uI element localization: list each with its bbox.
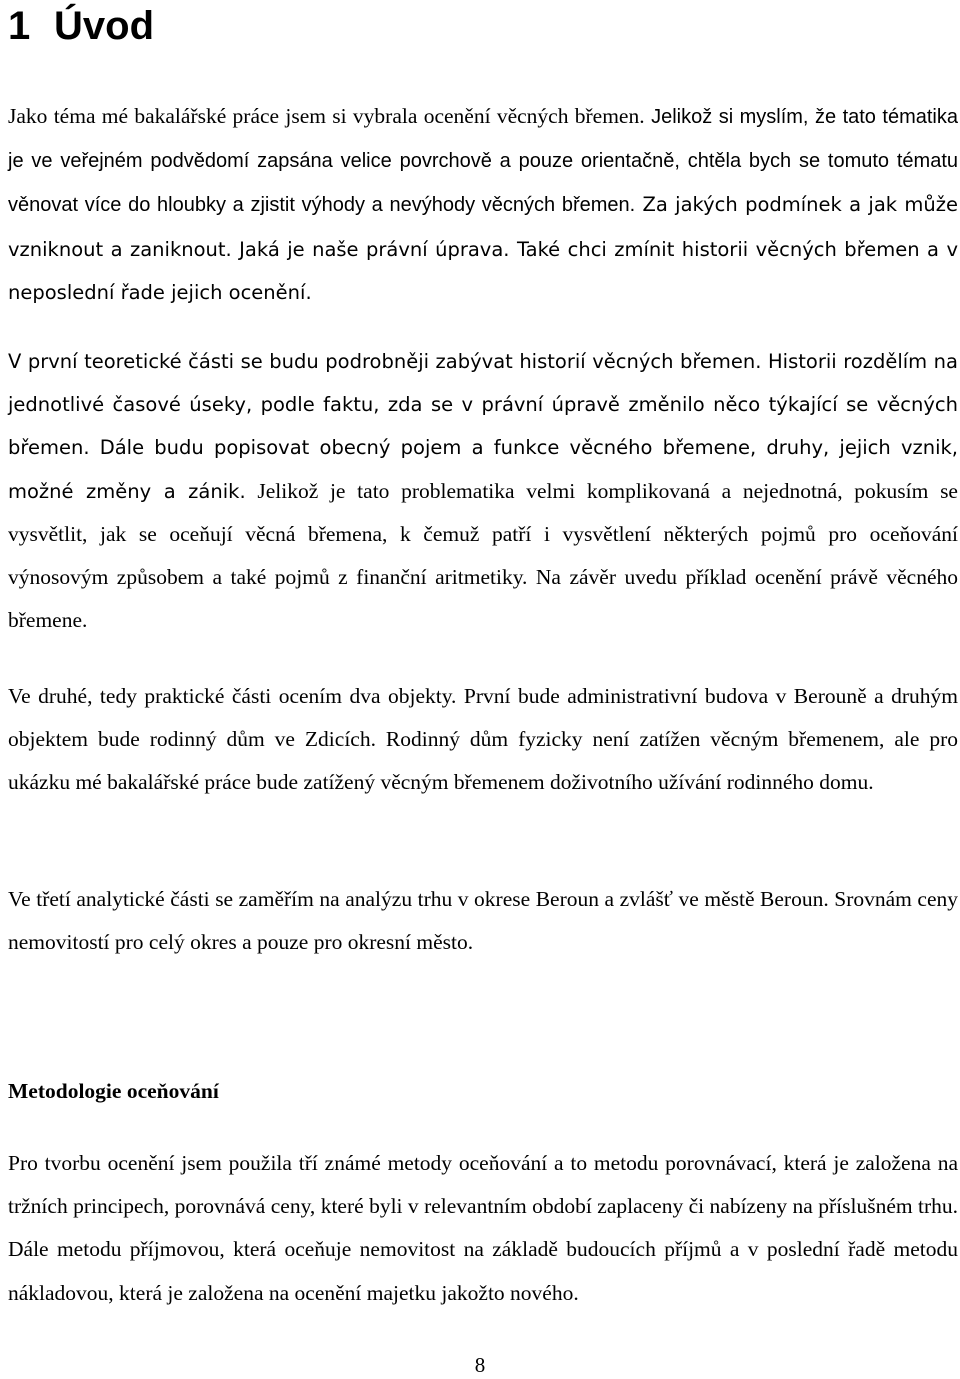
intro-p2-sentence-c: Jelikož je tato problematika velmi komplikovaná a nejednotná, pokusím se vysvětlit, jak se oceňují věcná břemena, k čemuž patří i vysvětlení některých pojmů pro oceňování výnosovým způsobem a také pojmů z finanční aritmetiky. Na závěr uvedu příklad ocenění právě věcného břemene. xyxy=(8,478,958,633)
chapter-title: Úvod xyxy=(54,4,154,48)
chapter-number: 1 xyxy=(8,4,31,48)
methodology-paragraph: Pro tvorbu ocenění jsem použila tří známé metody oceňování a to metodu porovnávací, která je založena na tržních principech, porovnává ceny, které byli v relevantním období zaplaceny či nabízeny na příslušném trhu. Dále metodu příjmovou, která oceňuje nemovitost na základě budoucích příjmů a v poslední řadě metodu nákladovou, která je založena na ocenění majetku jakožto nového. xyxy=(8,1151,958,1305)
intro-p2-sentence-b: Dále budu popisovat obecný pojem a funkce věcného břemene, druhy, jejich vznik, možné změny a zánik. xyxy=(8,436,958,503)
intro-paragraph-1 xyxy=(8,95,958,314)
chapter-heading xyxy=(8,2,154,50)
section-heading-methodology: Metodologie oceňování xyxy=(8,1079,219,1103)
intro-p1-sentence-c: Za jakých podmínek a jak může vzniknout a zaniknout. Jaká je naše právní úprava. Také chci zmínit historii věcných břemen a v neposlední řade jejich ocenění. xyxy=(8,193,958,304)
intro-paragraph-2 xyxy=(8,340,958,642)
intro-paragraph-3: Ve druhé, tedy praktické části ocením dva objekty. První bude administrativní budova v Berouně a druhým objektem bude rodinný dům ve Zdicích. Rodinný dům fyzicky není zatížen věcným břemenem, ale pro ukázku mé bakalářské práce bude zatížený věcným břemenem doživotního užívání rodinného domu. xyxy=(8,684,958,795)
intro-p1-sentence-b: Jelikož si myslím, že tato tématika je ve veřejném podvědomí zapsána velice povrchově a pouze orientačně, chtěla bych se tomuto tématu věnovat více do hloubky a zjistit výhody a nevýhody věcných břemen. xyxy=(8,106,958,217)
intro-p2-sentence-a: V první teoretické části se budu podrobněji zabývat historií věcných břemen. Historii rozdělím na jednotlivé časové úseky, podle faktu, zda se v právní úpravě změnilo něco týkající se věcných břemen. xyxy=(8,350,958,460)
intro-p1-sentence-a: Jako téma mé bakalářské práce jsem si vybrala ocenění věcných břemen. xyxy=(8,104,645,128)
intro-paragraph-4: Ve třetí analytické části se zaměřím na analýzu trhu v okrese Beroun a zvlášť ve městě Beroun. Srovnám ceny nemovitostí pro celý okres a pouze pro okresní město. xyxy=(8,887,958,955)
page-number: 8 xyxy=(474,1353,486,1377)
